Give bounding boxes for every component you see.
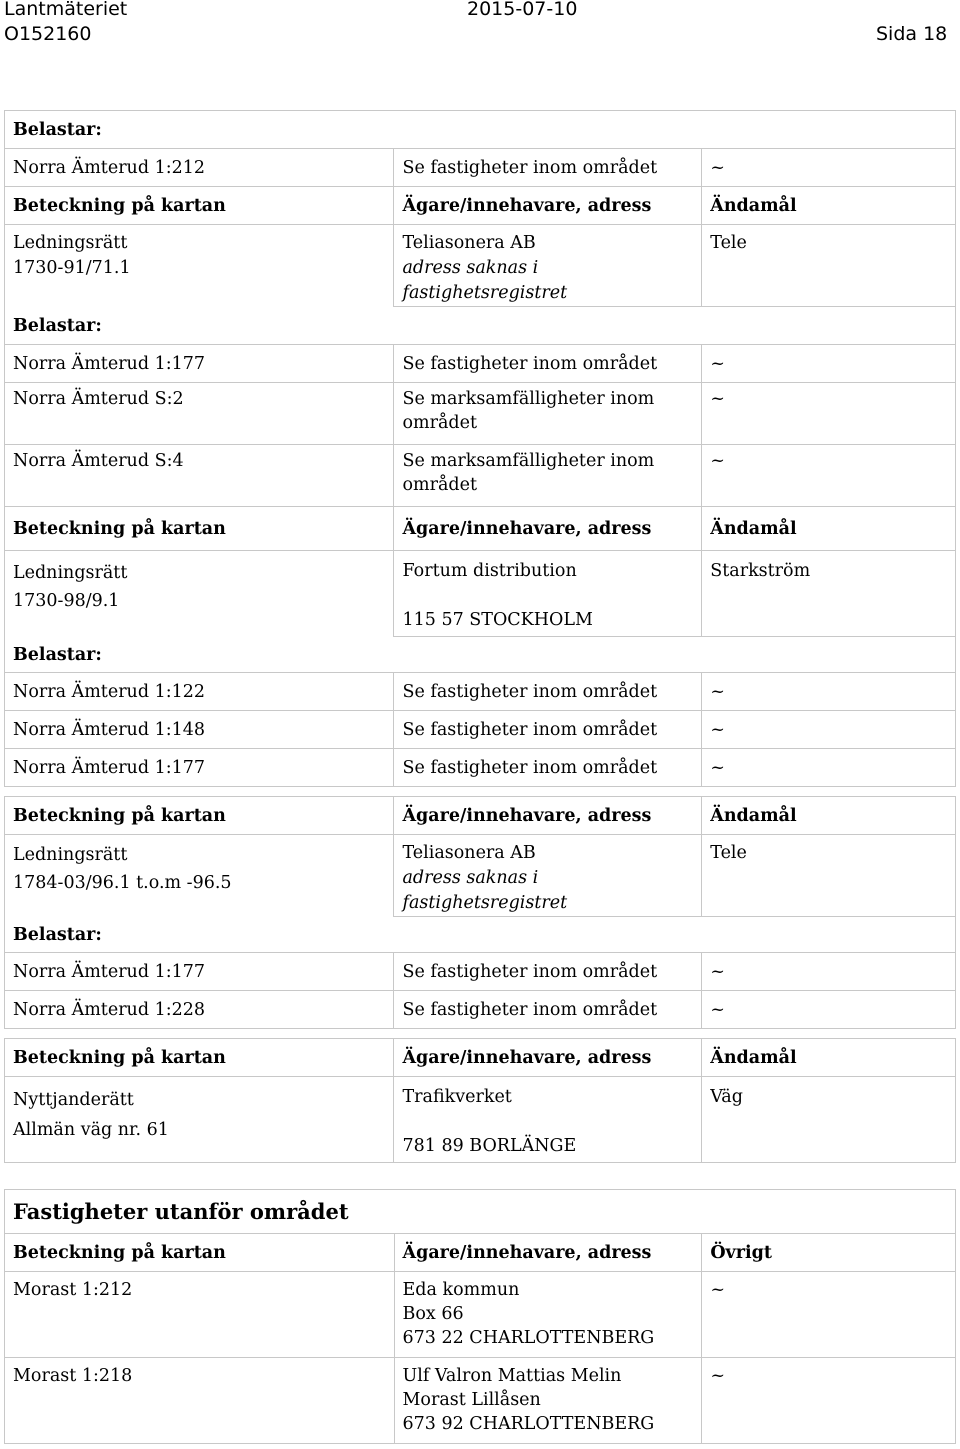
right-id: Allmän väg nr. 61 [13, 1120, 169, 1140]
owner-line: Ulf Valron Mattias Melin [402, 1366, 622, 1386]
section-title: Fastigheter utanför området [5, 1190, 956, 1234]
col-agare: Ägare/innehavare, adress [394, 507, 702, 551]
property-name: Norra Ämterud 1:148 [5, 711, 394, 749]
belastar-label: Belastar: [5, 637, 956, 673]
purpose: Väg [702, 1077, 956, 1163]
right-id: 1730-91/71.1 [13, 258, 131, 278]
belastar-label: Belastar: [5, 917, 956, 953]
tilde-text: ~ [702, 1272, 956, 1358]
belastar-label: Belastar: [5, 307, 956, 345]
col-beteckning: Beteckning på kartan [5, 797, 394, 835]
belastar-label: Belastar: [5, 111, 956, 149]
owner-address: 115 57 STOCKHOLM [402, 610, 593, 630]
table-row [5, 1358, 956, 1444]
owner-name: Teliasonera AB [402, 233, 536, 253]
owner-name: Teliasonera AB [402, 843, 536, 863]
tilde-text: ~ [702, 345, 956, 383]
property-name: Norra Ämterud 1:228 [5, 991, 394, 1029]
purpose: Tele [702, 835, 956, 917]
page-number: Sida 18 [876, 23, 948, 45]
reference-text: Se fastigheter inom området [394, 991, 702, 1029]
col-ovrigt: Övrigt [702, 1234, 956, 1272]
owner-name: Fortum distribution [402, 561, 577, 581]
col-agare: Ägare/innehavare, adress [394, 1039, 702, 1077]
column-header-row [5, 1234, 956, 1272]
col-agare: Ägare/innehavare, adress [394, 187, 702, 225]
owner-address: adress saknas i fastighetsregistret [402, 258, 568, 303]
property-name: Norra Ämterud 1:122 [5, 673, 394, 711]
reference-text: Se marksamfälligheter inom [402, 389, 655, 409]
owner-address: adress saknas i fastighetsregistret [402, 868, 568, 913]
tilde-text: ~ [702, 749, 956, 787]
property-name: Morast 1:212 [5, 1272, 395, 1358]
tilde-text: ~ [702, 383, 956, 445]
tilde-text: ~ [702, 991, 956, 1029]
table-row [5, 383, 956, 445]
column-header-row [5, 187, 956, 225]
col-beteckning: Beteckning på kartan [5, 1039, 394, 1077]
right-id: 1784-03/96.1 t.o.m -96.5 [13, 873, 232, 893]
table-row [5, 445, 956, 507]
reference-text: området [402, 475, 478, 495]
col-agare: Ägare/innehavare, adress [394, 797, 702, 835]
property-name: Norra Ämterud 1:177 [5, 953, 394, 991]
property-name: Norra Ämterud 1:177 [5, 749, 394, 787]
tilde-text: ~ [702, 711, 956, 749]
right-type: Ledningsrätt [13, 563, 128, 583]
owner-line: Box 66 [402, 1304, 464, 1324]
col-andamal: Ändamål [702, 1039, 956, 1077]
document-date: 2015-07-10 [467, 0, 578, 20]
owner-line: Eda kommun [402, 1280, 520, 1300]
owner-line: Morast Lillåsen [402, 1390, 541, 1410]
document-ref: O152160 [4, 23, 92, 45]
tilde-text: ~ [702, 1358, 956, 1444]
right-type: Nyttjanderätt [13, 1090, 134, 1110]
table-row [5, 225, 956, 307]
col-andamal: Ändamål [702, 797, 956, 835]
table-row [5, 149, 956, 187]
col-beteckning: Beteckning på kartan [5, 1234, 395, 1272]
outside-properties-table [4, 1189, 956, 1444]
reference-text: Se fastigheter inom området [394, 953, 702, 991]
reference-text: Se fastigheter inom området [394, 345, 702, 383]
reference-text: Se fastigheter inom området [394, 749, 702, 787]
column-header-row [5, 797, 956, 835]
purpose: Starkström [702, 551, 956, 637]
easement-table [4, 110, 956, 1163]
tilde-text: ~ [702, 673, 956, 711]
table-row [5, 1077, 956, 1163]
owner-line: 673 92 CHARLOTTENBERG [402, 1414, 655, 1434]
property-name: Norra Ämterud S:2 [5, 383, 394, 445]
property-name: Norra Ämterud 1:212 [5, 149, 394, 187]
col-agare: Ägare/innehavare, adress [394, 1234, 702, 1272]
column-header-row [5, 507, 956, 551]
right-id: 1730-98/9.1 [13, 591, 120, 611]
right-type: Ledningsrätt [13, 233, 128, 253]
col-andamal: Ändamål [702, 507, 956, 551]
table-row [5, 345, 956, 383]
reference-text: Se fastigheter inom området [394, 711, 702, 749]
property-name: Norra Ämterud 1:177 [5, 345, 394, 383]
col-beteckning: Beteckning på kartan [5, 507, 394, 551]
table-row [5, 835, 956, 917]
table-row [5, 1272, 956, 1358]
col-andamal: Ändamål [702, 187, 956, 225]
property-name: Morast 1:218 [5, 1358, 395, 1444]
table-row [5, 749, 956, 787]
table-row [5, 711, 956, 749]
table-row [5, 673, 956, 711]
reference-text: Se marksamfälligheter inom [402, 451, 655, 471]
tilde-text: ~ [702, 445, 956, 507]
col-beteckning: Beteckning på kartan [5, 187, 394, 225]
table-row [5, 551, 956, 637]
reference-text: Se fastigheter inom området [394, 673, 702, 711]
property-name: Norra Ämterud S:4 [5, 445, 394, 507]
table-row [5, 991, 956, 1029]
owner-address: 781 89 BORLÄNGE [402, 1136, 577, 1156]
owner-line: 673 22 CHARLOTTENBERG [402, 1328, 655, 1348]
tilde-text: ~ [702, 953, 956, 991]
table-row [5, 953, 956, 991]
column-header-row [5, 1039, 956, 1077]
org-name: Lantmäteriet [4, 0, 128, 20]
purpose: Tele [702, 225, 956, 307]
owner-name: Trafikverket [402, 1087, 512, 1107]
tilde-text: ~ [702, 149, 956, 187]
right-type: Ledningsrätt [13, 845, 128, 865]
reference-text: området [402, 413, 478, 433]
reference-text: Se fastigheter inom området [394, 149, 702, 187]
